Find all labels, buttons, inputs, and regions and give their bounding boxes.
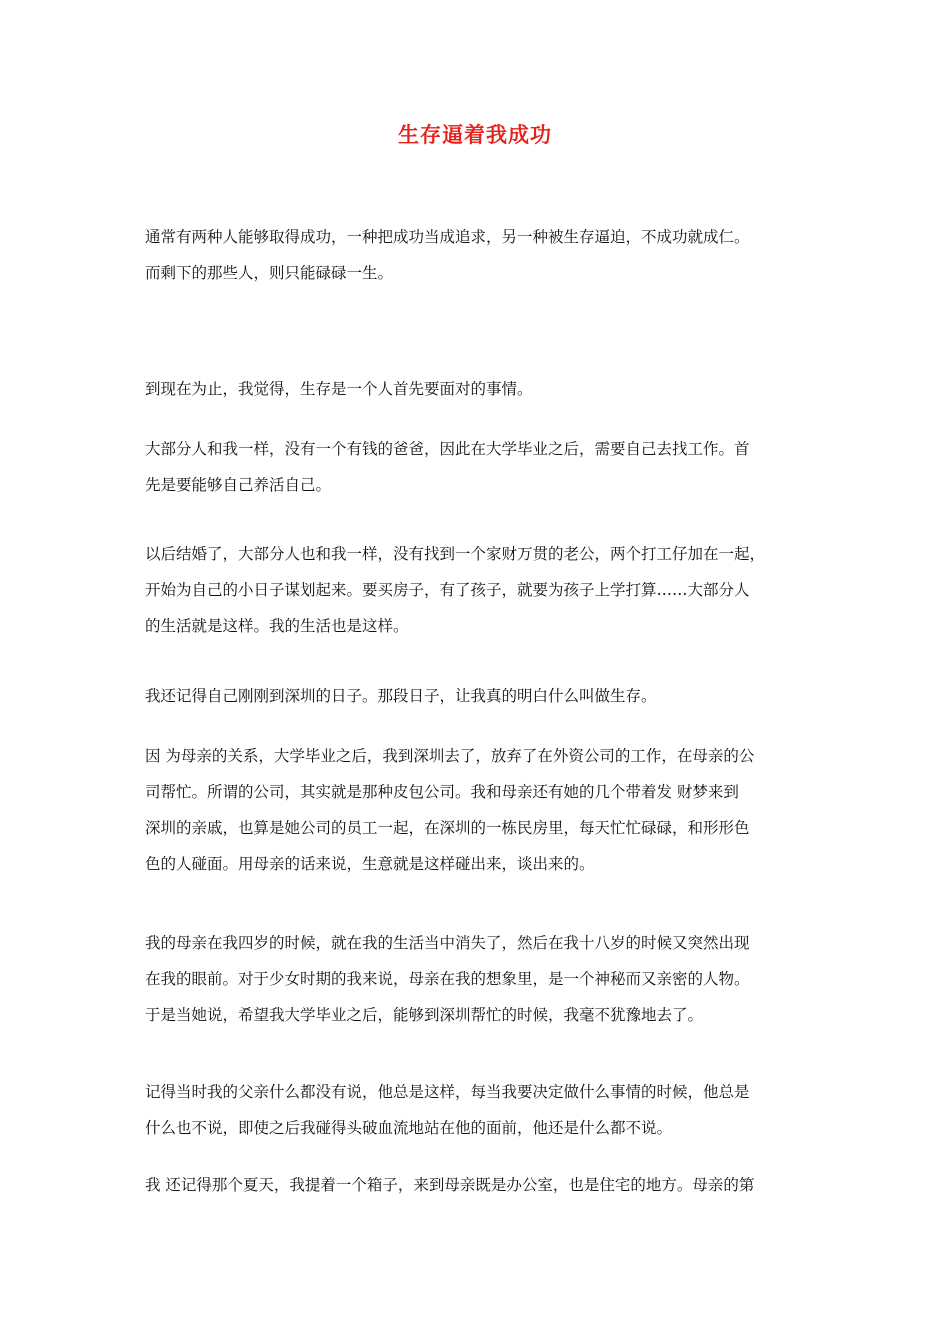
text-line: 司帮忙。所谓的公司，其实就是那种皮包公司。我和母亲还有她的几个带着发 财梦来到	[145, 783, 739, 801]
paragraph	[145, 1167, 817, 1203]
text-line: 色的人碰面。用母亲的话来说，生意就是这样碰出来，谈出来的。	[145, 855, 595, 873]
text-line: 我还记得自己刚刚到深圳的日子。那段日子，让我真的明白什么叫做生存。	[145, 687, 657, 705]
paragraph	[145, 431, 817, 503]
text-line: 在我的眼前。对于少女时期的我来说，母亲在我的想象里，是一个神秘而又亲密的人物。	[145, 970, 750, 988]
text-line: 我 还记得那个夏天，我提着一个箱子，来到母亲既是办公室，也是住宅的地方。母亲的第	[145, 1176, 755, 1194]
text-line: 以后结婚了，大部分人也和我一样，没有找到一个家财万贯的老公，两个打工仔加在一起，	[145, 545, 766, 563]
paragraph	[145, 536, 817, 644]
paragraph	[145, 925, 817, 1033]
text-line: 我的母亲在我四岁的时候，就在我的生活当中消失了，然后在我十八岁的时候又突然出现	[145, 934, 750, 952]
text-line: 的生活就是这样。我的生活也是这样。	[145, 617, 409, 635]
text-line: 大部分人和我一样，没有一个有钱的爸爸，因此在大学毕业之后，需要自己去找工作。首	[145, 440, 750, 458]
text-line: 通常有两种人能够取得成功，一种把成功当成追求，另一种被生存逼迫，不成功就成仁。	[145, 228, 750, 246]
document-title: 生存逼着我成功	[398, 122, 552, 147]
text-line: 而剩下的那些人，则只能碌碌一生。	[145, 264, 394, 282]
paragraph	[145, 1074, 817, 1146]
text-line: 因 为母亲的关系，大学毕业之后，我到深圳去了，放弃了在外资公司的工作，在母亲的公	[145, 747, 755, 765]
text-line: 到现在为止，我觉得，生存是一个人首先要面对的事情。	[145, 380, 533, 398]
text-line: 记得当时我的父亲什么都没有说，他总是这样，每当我要决定做什么事情的时候，他总是	[145, 1083, 750, 1101]
paragraph	[145, 371, 817, 407]
text-line: 开始为自己的小日子谋划起来。要买房子，有了孩子，就要为孩子上学打算……大部分人	[145, 581, 750, 599]
paragraph	[145, 738, 817, 882]
text-line: 什么也不说，即使之后我碰得头破血流地站在他的面前，他还是什么都不说。	[145, 1119, 673, 1137]
text-line: 于是当她说，希望我大学毕业之后，能够到深圳帮忙的时候，我毫不犹豫地去了。	[145, 1006, 704, 1024]
paragraph	[145, 678, 817, 714]
text-line: 先是要能够自己养活自己。	[145, 476, 332, 494]
paragraph	[145, 219, 817, 291]
text-line: 深圳的亲戚，也算是她公司的员工一起，在深圳的一栋民房里，每天忙忙碌碌，和形形色	[145, 819, 750, 837]
